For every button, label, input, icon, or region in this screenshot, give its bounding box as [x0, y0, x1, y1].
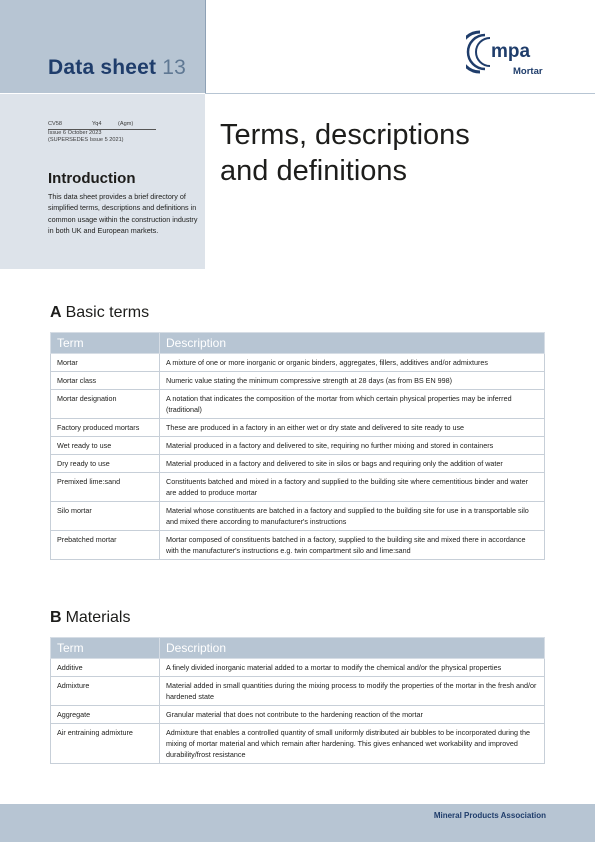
- meta-code-3: (Agm): [118, 121, 156, 130]
- term-cell: Wet ready to use: [51, 437, 160, 455]
- section-a-title: Basic terms: [65, 304, 150, 321]
- intro-heading: Introduction: [48, 170, 136, 187]
- table-header-row: [51, 333, 545, 354]
- term-cell: Factory produced mortars: [51, 419, 160, 437]
- meta-code-1: CV58: [48, 121, 92, 130]
- document-meta: [48, 121, 156, 145]
- table-row: [51, 372, 545, 390]
- meta-code-2: Yq4: [92, 121, 118, 130]
- table-row: [51, 659, 545, 677]
- description-cell: Material whose constituents are batched in a factory and supplied to the building site for use in a transportable silo and mixed there according to manufacturer's instructions: [160, 502, 545, 531]
- description-cell: Material produced in a factory and delivered to site in silos or bags and requiring only the addition of water: [160, 455, 545, 473]
- materials-body: [51, 659, 545, 764]
- table-row: [51, 390, 545, 419]
- description-cell: Constituents batched and mixed in a factory and supplied to the building site where cementitious binder and water are added to produce mortar: [160, 473, 545, 502]
- datasheet-label: Data sheet: [48, 56, 157, 79]
- table-row: [51, 437, 545, 455]
- description-cell: A notation that indicates the composition of the mortar from which certain physical properties may be inferred (traditional): [160, 390, 545, 419]
- term-cell: Premixed lime:sand: [51, 473, 160, 502]
- description-cell: These are produced in a factory in an either wet or dry state and delivered to site ready to use: [160, 419, 545, 437]
- description-cell: Mortar composed of constituents batched in a factory, supplied to the building site and mixed there in accordance with the manufacturer's instructions e.g. twin compartment silo and lime:sand: [160, 531, 545, 560]
- term-cell: Admixture: [51, 677, 160, 706]
- materials-table: [50, 637, 545, 764]
- basic-terms-table: [50, 332, 545, 560]
- description-cell: A mixture of one or more inorganic or organic binders, aggregates, fillers, additives and/or admixtures: [160, 354, 545, 372]
- term-cell: Additive: [51, 659, 160, 677]
- logo-text: mpa: [491, 41, 531, 62]
- term-cell: Prebatched mortar: [51, 531, 160, 560]
- table-header-row: [51, 638, 545, 659]
- column-header-description: Description: [160, 638, 545, 659]
- datasheet-number: 13: [162, 56, 186, 79]
- table-row: [51, 354, 545, 372]
- basic-terms-body: [51, 354, 545, 560]
- section-a-heading: [50, 304, 149, 322]
- table-row: [51, 455, 545, 473]
- logo-subtext: Mortar: [513, 66, 543, 77]
- column-header-term: Term: [51, 333, 160, 354]
- description-cell: Admixture that enables a controlled quantity of small uniformly distributed air bubbles to be incorporated during the mixing of mortar material and which remain after hardening. This gives enhanced wet workability and improved durability/frost resistance: [160, 724, 545, 764]
- term-cell: Aggregate: [51, 706, 160, 724]
- description-cell: Granular material that does not contribute to the hardening reaction of the mortar: [160, 706, 545, 724]
- description-cell: Material produced in a factory and delivered to site, requiring no further mixing and stored in containers: [160, 437, 545, 455]
- description-cell: Numeric value stating the minimum compressive strength at 28 days (as from BS EN 998): [160, 372, 545, 390]
- table-row: [51, 502, 545, 531]
- description-cell: A finely divided inorganic material added to a mortar to modify the chemical and/or the physical properties: [160, 659, 545, 677]
- term-cell: Dry ready to use: [51, 455, 160, 473]
- footer-bar: [0, 804, 595, 842]
- header-divider: [205, 93, 595, 94]
- footer-organisation: Mineral Products Association: [433, 811, 546, 820]
- page-title-line-2: and definitions: [220, 155, 408, 187]
- intro-text: This data sheet provides a brief directory of simplified terms, descriptions and definitions in common usage within the construction industry in both UK and European markets.: [48, 192, 198, 236]
- section-a-letter: A: [50, 304, 62, 321]
- table-row: [51, 706, 545, 724]
- column-header-term: Term: [51, 638, 160, 659]
- supersedes-line: (SUPERSEDES Issue 5 2021): [48, 137, 124, 144]
- description-cell: Material added in small quantities during the mixing process to modify the properties of the mortar in the fresh and/or hardened state: [160, 677, 545, 706]
- section-b-heading: [50, 609, 130, 627]
- table-row: [51, 531, 545, 560]
- term-cell: Air entraining admixture: [51, 724, 160, 764]
- column-header-description: Description: [160, 333, 545, 354]
- table-row: [51, 419, 545, 437]
- term-cell: Silo mortar: [51, 502, 160, 531]
- table-row: [51, 724, 545, 764]
- table-row: [51, 677, 545, 706]
- section-b-letter: B: [50, 609, 62, 626]
- term-cell: Mortar designation: [51, 390, 160, 419]
- term-cell: Mortar: [51, 354, 160, 372]
- page-title: [220, 117, 560, 189]
- datasheet-title: [48, 56, 186, 80]
- table-row: [51, 473, 545, 502]
- issue-line: Issue 6 October 2023: [48, 129, 102, 136]
- section-b-title: Materials: [65, 609, 131, 626]
- page-title-line-1: Terms, descriptions: [220, 119, 470, 151]
- term-cell: Mortar class: [51, 372, 160, 390]
